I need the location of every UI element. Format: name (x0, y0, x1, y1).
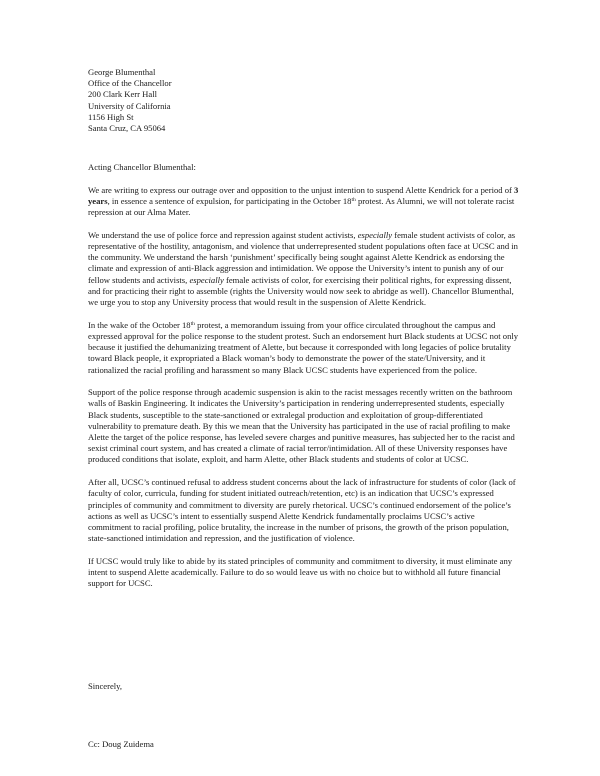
text-span: We are writing to express our outrage over and opposition to the unjust intention to suspend Alette Kendrick for a period of (88, 184, 515, 195)
paragraph-closing-demand: If UCSC would truly like to abide by its stated principles of community and commitment to diversity, it must eliminate any intent to suspend Alette academically. Failure to do so would leave us with no choice but to withhold all future financial support for UCSC. (88, 555, 513, 589)
address-line: Office of the Chancellor (88, 78, 172, 89)
superscript: th (190, 320, 195, 327)
text-span: protest, a memorandum issuing from your office circulated throughout the campus and expressed approval for the police response to the student protest. Such an endorsement hurt Black students at UCSC not only because it justified the dehumanizing treatment of Alette, but because it corresponded with long legacies of police brutality toward Black people, it expropriated a Black woman’s body to demonstrate the power of the state/University, and it rationalized the racial profiling and harassment so many Black UCSC students have experienced from the police. (88, 319, 519, 375)
address-line: 1156 High St (88, 111, 134, 122)
cc-line: Cc: Doug Zuidema (88, 739, 154, 749)
paragraph-support: Support of the police response through academic suspension is akin to the racist messages recently written on the bathroom walls of Baskin Engineering. It indicates the University’s participation in rendering underrepresented students, especially Black students, susceptible to the state-sanctioned or extralegal production and exploitation of group-differentiated vulnerability to premature death. By this we mean that the University has participated in the use of racial profiling to make Alette the target of the police response, has leveled severe charges and punitive measures, has subjected her to the racist and sexist criminal court system, and has created a climate of racial terror/intimidation. All of these University responses have produced conditions that isolate, exploit, and harm Alette, other Black students and students of color at UCSC. (88, 387, 515, 465)
emphasis: especially (357, 229, 393, 240)
recipient-address (88, 67, 172, 134)
bold-duration: 3 years (88, 184, 519, 206)
text-span: We understand the use of police force and repression against student activists, (88, 229, 358, 240)
superscript: th (351, 196, 356, 203)
paragraph-after-all: After all, UCSC’s continued refusal to address student concerns about the lack of infrastructure for students of color (lack of faculty of color, curricula, funding for student initiated outreach/retention, etc) is an indication that UCSC’s expressed principles of community and commitment to diversity are purely rhetorical. UCSC’s continued endorsement of the police’s actions as well as UCSC’s intent to essentially suspend Alette Kendrick fundamentally proclaims UCSC’s active commitment to racial profiling, police brutality, the increase in the number of prisons, the growth of the prison population, state-sanctioned intimidation and repression, and the justification of violence. (88, 477, 516, 544)
text-span: female activists of color, for exercising their political rights, for expressing dissent, and for practicing their right to assemble (rights the University would now seek to abridge as well). Chancellor Blumenthal, we urge you to stop any University process that would result in the suspension of Alette Kendrick. (88, 274, 514, 308)
paragraph-outrage (88, 185, 520, 219)
salutation: Acting Chancellor Blumenthal: (88, 162, 196, 172)
address-line: Santa Cruz, CA 95064 (88, 123, 166, 134)
paragraph-police-force (88, 230, 520, 308)
letter-body (88, 162, 520, 601)
paragraph-memorandum (88, 320, 520, 376)
text-span: female student activists of color, as representative of the hostility, antagonism, and violence that underrepresented student populations often face at UCSC and in the community. We understand the harsh ‘punishment’ specifically being sought against Alette Kendrick as endorsing the climate and expression of anti-Black aggression and intimidation. We oppose the University’s intent to punish any of our fellow students and activists, (88, 229, 518, 285)
text-span: , in essence a sentence of expulsion, for participating in the October 18 (107, 195, 352, 206)
address-line: University of California (88, 100, 171, 111)
closing: Sincerely, (88, 681, 123, 691)
text-span: protest. As Alumni, we will not tolerate racist repression at our Alma Mater. (88, 195, 515, 218)
address-line: 200 Clark Kerr Hall (88, 89, 157, 100)
text-span: In the wake of the October 18 (88, 319, 191, 330)
address-line: George Blumenthal (88, 67, 156, 77)
emphasis: especially (189, 274, 224, 285)
